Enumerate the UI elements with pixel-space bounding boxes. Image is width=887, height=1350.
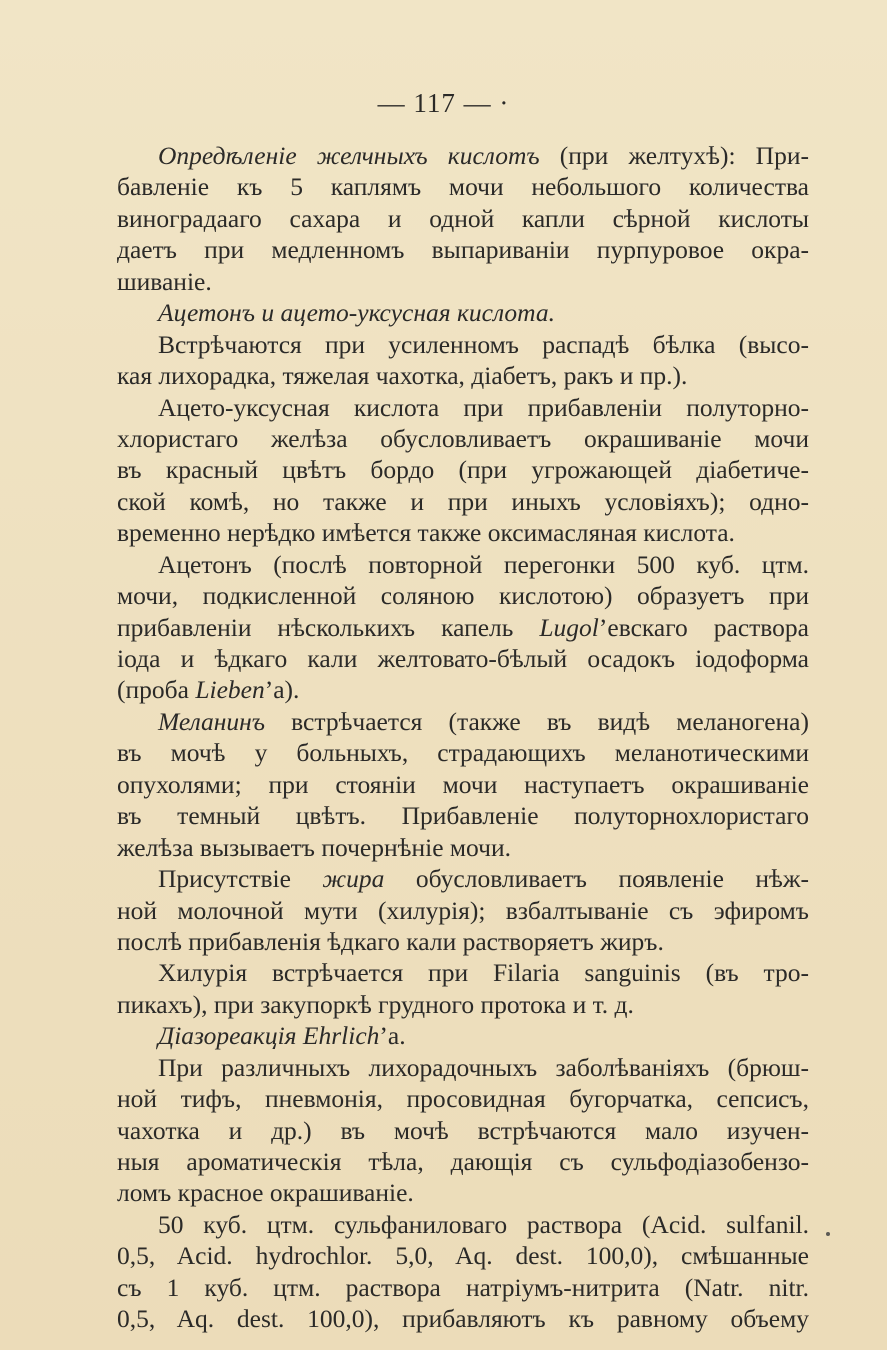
italic-text-segment: жира [322, 864, 385, 894]
text-line [117, 1209, 809, 1240]
text-segment: опухолями; при стояніи мочи наступаетъ окрашиваніе [117, 769, 809, 799]
text-line [117, 1115, 809, 1146]
text-line [117, 392, 809, 423]
text-line [117, 580, 809, 611]
text-line [117, 832, 809, 863]
italic-text-segment: Lieben [195, 675, 265, 705]
italic-text-segment: Діазореакція Ehrlich [158, 1021, 380, 1051]
text-segment: бавленіе къ 5 каплямъ мочи небольшого количества [117, 172, 809, 202]
text-line [117, 989, 809, 1020]
text-line [117, 454, 809, 485]
text-line [117, 800, 809, 831]
text-segment: чахотка и др.) въ мочѣ встрѣчаются мало изучен- [117, 1115, 809, 1145]
text-line [117, 957, 809, 988]
text-line [117, 1303, 809, 1334]
text-segment: временно нерѣдко имѣется также оксимасляная кислота. [117, 518, 735, 548]
italic-text-segment: Меланинъ [158, 706, 266, 736]
text-line [117, 926, 809, 957]
text-segment: При различныхъ лихорадочныхъ заболѣваніяхъ (брюш- [158, 1052, 809, 1082]
text-line [117, 612, 809, 643]
text-segment: хлористаго желѣза обусловливаетъ окрашиваніе мочи [117, 423, 809, 453]
text-segment: 0,5, Acid. hydrochlor. 5,0, Aq. dest. 100,0), смѣшанные [117, 1241, 809, 1271]
text-segment: іода и ѣдкаго кали желтовато-бѣлый осадокъ іодоформа [117, 644, 809, 673]
text-segment: послѣ прибавленія ѣдкаго кали растворяетъ жиръ. [117, 926, 664, 956]
text-segment: въ темный цвѣтъ. Прибавленіе полуторнохлористаго [117, 801, 809, 831]
page-number: — 117 — · [377, 88, 510, 118]
text-line [117, 203, 809, 234]
text-line [117, 769, 809, 800]
text-segment: ской комѣ, но также и при иныхъ условіяхъ); одно- [117, 486, 809, 516]
text-line [117, 1240, 809, 1271]
text-segment: Встрѣчаются при усиленномъ распадѣ бѣлка (высо- [158, 329, 809, 359]
text-line [117, 737, 809, 768]
text-segment: прибавленіи нѣсколькихъ капель [117, 612, 540, 642]
text-segment: пикахъ), при закупоркѣ грудного протока и т. д. [117, 989, 634, 1019]
text-line [117, 895, 809, 926]
text-line [117, 674, 809, 705]
text-segment: (проба [117, 675, 196, 705]
text-line [117, 1020, 809, 1051]
text-segment: кая лихорадка, тяжелая чахотка, діабетъ, ракъ и пр.). [117, 361, 688, 391]
text-line [117, 423, 809, 454]
text-line [117, 329, 809, 360]
text-line [117, 297, 809, 328]
text-segment: ’евскаго раствора [598, 612, 809, 642]
italic-text-segment: Lugol [539, 612, 599, 642]
text-segment: ’а). [264, 675, 300, 705]
text-line [117, 1272, 809, 1303]
text-line [117, 549, 809, 580]
text-line [117, 1052, 809, 1083]
text-line [117, 486, 809, 517]
text-segment: ныя ароматическія тѣла, дающія съ сульфодіазобензо- [117, 1147, 809, 1176]
text-segment: 50 куб. цтм. сульфаниловаго раствора (Acid. sulfanil. [158, 1209, 809, 1239]
margin-mark [826, 1232, 830, 1236]
text-line [117, 517, 809, 548]
text-line [117, 863, 809, 894]
text-segment: 0,5, Aq. dest. 100,0), прибавляютъ къ равному объему [117, 1304, 809, 1334]
text-segment: обусловливаетъ появленіе нѣж- [384, 864, 809, 894]
text-segment: ной тифъ, пневмонія, просовидная бугорчатка, сепсисъ, [117, 1084, 809, 1114]
text-segment: виноградааго сахара и одной капли сѣрной кислоты [117, 203, 809, 233]
text-segment: Присутствіе [158, 864, 323, 894]
text-line [117, 1146, 809, 1177]
text-line [117, 234, 809, 265]
text-line [117, 266, 809, 297]
text-segment: мочи, подкисленной соляною кислотою) образуетъ при [117, 581, 809, 611]
text-line [117, 1177, 809, 1208]
text-line [117, 643, 809, 674]
text-segment: Ацето-уксусная кислота при прибавленіи полуторно- [158, 392, 809, 422]
text-segment: (при желтухѣ): При- [539, 141, 809, 170]
body-text [117, 140, 809, 1335]
text-segment: въ мочѣ у больныхъ, страдающихъ меланотическими [117, 738, 809, 768]
text-segment: Хилурія встрѣчается при Filaria sanguinis (въ тро- [158, 958, 809, 988]
text-segment: встрѣчается (также въ видѣ меланогена) [265, 706, 809, 736]
text-line [117, 1083, 809, 1114]
text-segment: желѣза вызываетъ почернѣніе мочи. [117, 832, 511, 862]
text-segment: ’а. [379, 1021, 406, 1051]
text-line [117, 140, 809, 171]
italic-text-segment: Опредѣленіе желчныхъ кислотъ [158, 141, 540, 170]
text-segment: въ красный цвѣтъ бордо (при угрожающей діабетиче- [117, 455, 809, 485]
text-segment: ломъ красное окрашиваніе. [117, 1178, 414, 1208]
text-segment: даетъ при медленномъ выпариваніи пурпуровое окра- [117, 235, 809, 265]
text-line [117, 706, 809, 737]
text-segment: шиваніе. [117, 266, 212, 296]
text-segment: ной молочной мути (хилурія); взбалтываніе съ эфиромъ [117, 895, 809, 925]
text-segment: съ 1 куб. цтм. раствора натріумъ-нитрита (Natr. nitr. [117, 1272, 809, 1302]
italic-text-segment: Ацетонъ и ацето-уксусная кислота. [158, 298, 555, 328]
text-segment: Ацетонъ (послѣ повторной перегонки 500 куб. цтм. [158, 549, 809, 579]
text-line [117, 360, 809, 391]
text-line [117, 171, 809, 202]
